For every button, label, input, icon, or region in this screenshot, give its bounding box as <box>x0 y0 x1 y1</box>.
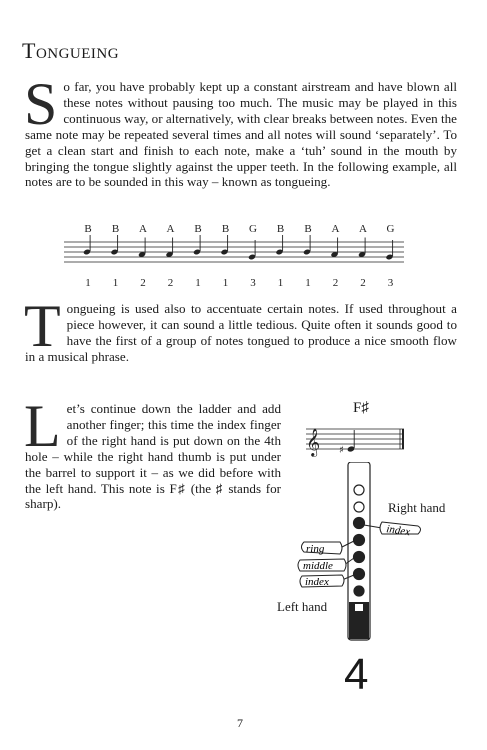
hole-7 <box>354 586 364 596</box>
finger-number: 1 <box>195 277 201 289</box>
tag-index-left <box>300 575 354 588</box>
tag-ring <box>302 541 355 555</box>
sharp-icon: ♯ <box>339 445 344 456</box>
tag-index-right-label: index <box>385 523 411 539</box>
dropcap-l: L <box>24 393 61 459</box>
note-letters <box>84 223 394 235</box>
note-letter: A <box>359 223 367 235</box>
note-letter: B <box>221 223 230 235</box>
note-letter: A <box>139 223 147 235</box>
right-hand-label: Right hand <box>388 500 446 515</box>
lesson-number: 4 <box>344 650 369 699</box>
note-letter: B <box>111 223 120 235</box>
hole-2 <box>354 502 364 512</box>
hole-4 <box>354 535 365 546</box>
note-letter: A <box>331 223 340 235</box>
recorder-diagram <box>296 462 431 642</box>
finger-numbers <box>85 277 394 289</box>
left-hand-label: Left hand <box>277 599 328 614</box>
note-letter: G <box>249 223 257 235</box>
tag-middle-label: middle <box>303 560 333 572</box>
finger-number: 1 <box>85 277 91 289</box>
note-letter: B <box>304 223 312 235</box>
hole-1 <box>354 485 364 495</box>
tag-middle <box>298 558 354 572</box>
finger-number: 1 <box>112 277 119 289</box>
note-letter: B <box>194 223 202 235</box>
finger-number: 2 <box>332 277 339 289</box>
tag-index-right <box>364 522 421 538</box>
note-letter: B <box>276 223 285 235</box>
dropcap-s: S <box>24 71 58 137</box>
finger-number: 3 <box>387 277 394 289</box>
note-title: F♯ <box>353 400 369 416</box>
dropcap-t: T <box>24 293 61 359</box>
finger-number: 1 <box>305 277 311 289</box>
finger-number: 1 <box>222 277 229 289</box>
hole-5 <box>354 552 365 563</box>
paragraph-fsharp <box>24 393 281 512</box>
tag-index-left-label: index <box>305 576 329 588</box>
paragraph-intro <box>24 71 457 190</box>
fsharp-staff <box>296 420 408 460</box>
finger-number: 2 <box>140 277 146 289</box>
finger-number: 1 <box>277 277 284 289</box>
hole-3 <box>354 518 365 529</box>
finger-number: 2 <box>360 277 366 289</box>
note-letter: A <box>166 223 175 235</box>
tag-ring-label: ring <box>306 543 325 555</box>
hole-6 <box>354 569 365 580</box>
paragraph-accent <box>24 293 457 365</box>
finger-number: 3 <box>250 277 256 289</box>
finger-number: 2 <box>167 277 174 289</box>
treble-clef-icon: 𝄞 <box>306 428 321 456</box>
staff-svg <box>62 220 406 290</box>
music-example <box>62 220 406 290</box>
paragraph-fsharp-text: et’s continue down the ladder and add another finger; this time the index finger of the right hand is put down on the 4th hole – while the right hand thumb is put under the barrel to support it – as we did before with the left hand. This note is F♯ (the ♯ stands for sharp). <box>25 401 281 512</box>
thumb-hole <box>355 604 363 611</box>
note-letter: G <box>386 223 395 235</box>
page-number: 7 <box>237 716 243 730</box>
paragraph-accent-text: ongueing is used also to accentuate certain notes. If used throughout a piece however, it can sound a little tedious. Quite often it sounds good to have the first of a group of notes tongued to produce a nice smooth flow in a musical phrase. <box>25 301 457 364</box>
section-heading: Tongueing <box>22 38 120 63</box>
paragraph-intro-text: o far, you have probably kept up a constant airstream and have blown all these notes without pausing too much. The music may be played in this continuous way, or alternatively, with clear breaks between notes. Even the same note may be repeated several times and all notes will sound ‘separately’. To get a clean start and finish to each note, make a ‘tuh’ sound in the mouth by bringing the tongue slightly against the upper teeth. In the following example, all notes are to be sounded in this way – known as tongueing. <box>25 79 457 190</box>
note-letter: B <box>84 223 92 235</box>
